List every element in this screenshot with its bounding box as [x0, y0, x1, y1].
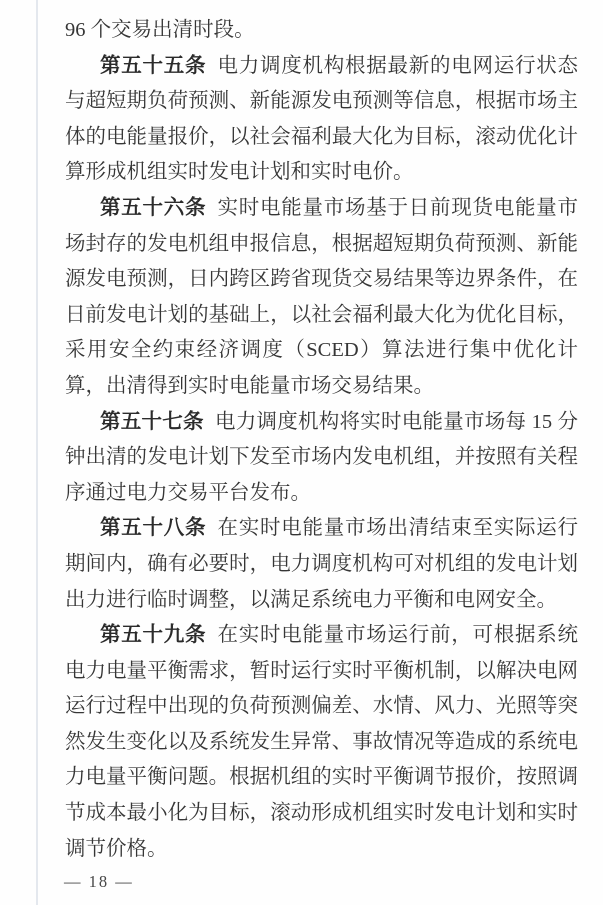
- article-55-text: 电力调度机构根据最新的电网运行状态与超短期负荷预测、新能源发电预测等信息，根据市场主体的电能量报价，以社会福利最大化为目标，滚动优化计算形成机组实时发电计划和实时电价。: [65, 54, 579, 184]
- article-56-text: 实时电能量市场基于日前现货电能量市场封存的发电机组申报信息，根据超短期负荷预测、新能源发电预测，日内跨区跨省现货交易结果等边界条件，在日前发电计划的基础上，以社会福利最大化为优化目标，采用安全约束经济调度（SCED）算法进行集中优化计算，出清得到实时电能量市场交易结果。: [65, 196, 579, 397]
- paragraph-article-59: [65, 618, 578, 867]
- paragraph-article-58: [65, 511, 578, 618]
- article-58-text: 在实时电能量市场出清结束至实际运行期间内，确有必要时，电力调度机构可对机组的发电计划出力进行临时调整，以满足系统电力平衡和电网安全。: [65, 517, 579, 611]
- page-number: — 18 —: [64, 872, 134, 891]
- paragraph-article-56: [65, 191, 578, 405]
- paragraph-article-55: [65, 49, 578, 191]
- article-59-text: 在实时电能量市场运行前，可根据系统电力电量平衡需求，暂时运行实时平衡机制，以解决电网运行过程中出现的负荷预测偏差、水情、风力、光照等突然发生变化以及系统发生异常、事故情况等造成的系统电力电量平衡问题。根据机组的实时平衡调节报价，按照调节成本最小化为目标，滚动形成机组实时发电计划和实时调节价格。: [65, 624, 579, 860]
- scan-artifact-divider: [36, 0, 38, 905]
- document-body: [65, 13, 578, 867]
- article-59-number: 第五十九条: [100, 624, 207, 647]
- paragraph-continuation: [65, 13, 578, 49]
- article-58-number: 第五十八条: [100, 517, 207, 540]
- paragraph-text: 96 个交易出清时段。: [65, 19, 255, 41]
- article-57-text: 电力调度机构将实时电能量市场每 15 分钟出清的发电计划下发至市场内发电机组，并按照有关程序通过电力交易平台发布。: [65, 410, 579, 504]
- article-55-number: 第五十五条: [100, 54, 207, 77]
- article-56-number: 第五十六条: [100, 196, 207, 219]
- paragraph-article-57: [65, 405, 578, 512]
- article-57-number: 第五十七条: [100, 410, 204, 433]
